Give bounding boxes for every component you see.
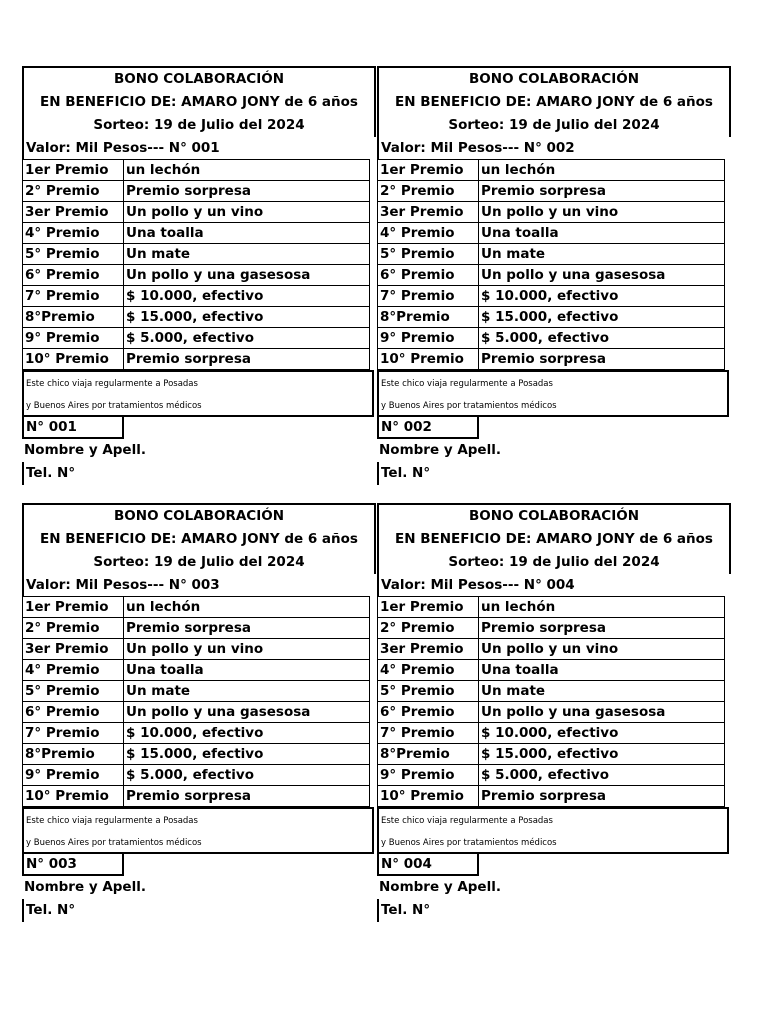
ticket-title: BONO COLABORACIÓN: [114, 508, 284, 524]
ticket-draw-date: Sorteo: 19 de Julio del 2024: [448, 117, 660, 133]
prize-description: Una toalla: [124, 660, 370, 681]
ticket-header: [377, 66, 731, 137]
ticket-004: [377, 503, 731, 922]
prize-table: [22, 159, 370, 370]
prize-description: Un pollo y un vino: [479, 202, 725, 223]
prize-place: 2° Premio: [23, 181, 124, 202]
note-line-1: Este chico viaja regularmente a Posadas: [26, 379, 198, 389]
prize-row: [378, 244, 725, 265]
prize-description: Un pollo y un vino: [479, 639, 725, 660]
prize-row: [378, 597, 725, 618]
prize-place: 3er Premio: [378, 202, 479, 223]
prize-row: [378, 286, 725, 307]
name-field-label: Nombre y Apell.: [379, 879, 501, 895]
prize-place: 2° Premio: [378, 618, 479, 639]
note-line-2: y Buenos Aires por tratamientos médicos: [381, 401, 557, 411]
ticket-draw-date: Sorteo: 19 de Julio del 2024: [448, 554, 660, 570]
ticket-number: N° 004: [377, 854, 479, 876]
prize-description: Un mate: [479, 681, 725, 702]
prize-description: $ 10.000, efectivo: [124, 723, 370, 744]
prize-place: 8°Premio: [23, 307, 124, 328]
prize-description: Una toalla: [479, 660, 725, 681]
prize-place: 4° Premio: [378, 223, 479, 244]
ticket-beneficiary: EN BENEFICIO DE: AMARO JONY de 6 años: [395, 94, 713, 110]
prize-row: [378, 744, 725, 765]
ticket-beneficiary: EN BENEFICIO DE: AMARO JONY de 6 años: [40, 94, 358, 110]
phone-field-label: Tel. N°: [22, 899, 376, 922]
prize-row: [23, 744, 370, 765]
prize-place: 4° Premio: [23, 660, 124, 681]
ticket-value: Valor: Mil Pesos--- N° 002: [377, 137, 731, 159]
prize-row: [378, 660, 725, 681]
prize-place: 9° Premio: [23, 765, 124, 786]
prize-row: [23, 160, 370, 181]
prize-description: un lechón: [124, 160, 370, 181]
phone-field-label: Tel. N°: [377, 462, 731, 485]
prize-description: $ 15.000, efectivo: [479, 744, 725, 765]
prize-description: un lechón: [479, 597, 725, 618]
prize-row: [23, 307, 370, 328]
name-field-label: Nombre y Apell.: [24, 879, 146, 895]
prize-place: 10° Premio: [23, 349, 124, 370]
prize-description: Premio sorpresa: [479, 349, 725, 370]
prize-description: Un mate: [479, 244, 725, 265]
ticket-note: [22, 807, 374, 854]
prize-place: 6° Premio: [378, 265, 479, 286]
prize-description: $ 5.000, efectivo: [479, 328, 725, 349]
prize-description: $ 10.000, efectivo: [124, 286, 370, 307]
prize-description: Un pollo y una gasesosa: [479, 702, 725, 723]
ticket-beneficiary: EN BENEFICIO DE: AMARO JONY de 6 años: [395, 531, 713, 547]
prize-row: [23, 349, 370, 370]
prize-table: [22, 596, 370, 807]
prize-description: un lechón: [124, 597, 370, 618]
prize-place: 5° Premio: [378, 244, 479, 265]
prize-row: [23, 265, 370, 286]
prize-place: 3er Premio: [23, 202, 124, 223]
prize-row: [23, 202, 370, 223]
prize-table: [377, 159, 725, 370]
ticket-number: N° 001: [22, 417, 124, 439]
prize-description: $ 10.000, efectivo: [479, 286, 725, 307]
prize-place: 6° Premio: [23, 702, 124, 723]
ticket-001: [22, 66, 376, 485]
prize-row: [23, 328, 370, 349]
prize-place: 1er Premio: [23, 597, 124, 618]
ticket-value: Valor: Mil Pesos--- N° 001: [22, 137, 376, 159]
ticket-header: [377, 503, 731, 574]
prize-row: [23, 223, 370, 244]
prize-row: [378, 349, 725, 370]
prize-place: 3er Premio: [23, 639, 124, 660]
prize-place: 9° Premio: [378, 328, 479, 349]
ticket-value: Valor: Mil Pesos--- N° 004: [377, 574, 731, 596]
prize-place: 9° Premio: [23, 328, 124, 349]
prize-table: [377, 596, 725, 807]
prize-row: [23, 639, 370, 660]
prize-row: [23, 765, 370, 786]
ticket-title: BONO COLABORACIÓN: [469, 508, 639, 524]
prize-place: 3er Premio: [378, 639, 479, 660]
prize-row: [23, 244, 370, 265]
prize-row: [23, 660, 370, 681]
prize-description: $ 5.000, efectivo: [479, 765, 725, 786]
prize-place: 8°Premio: [378, 744, 479, 765]
prize-description: Premio sorpresa: [479, 786, 725, 807]
ticket-draw-date: Sorteo: 19 de Julio del 2024: [93, 554, 305, 570]
prize-description: Premio sorpresa: [479, 181, 725, 202]
prize-description: Premio sorpresa: [124, 181, 370, 202]
prize-row: [378, 265, 725, 286]
note-line-1: Este chico viaja regularmente a Posadas: [381, 379, 553, 389]
prize-row: [378, 681, 725, 702]
ticket-beneficiary: EN BENEFICIO DE: AMARO JONY de 6 años: [40, 531, 358, 547]
prize-description: Un mate: [124, 681, 370, 702]
prize-place: 4° Premio: [378, 660, 479, 681]
prize-place: 7° Premio: [23, 723, 124, 744]
prize-description: Una toalla: [479, 223, 725, 244]
ticket-note: [377, 370, 729, 417]
prize-row: [378, 181, 725, 202]
phone-field-label: Tel. N°: [377, 899, 731, 922]
ticket-number: N° 002: [377, 417, 479, 439]
prize-description: Un pollo y un vino: [124, 639, 370, 660]
prize-place: 9° Premio: [378, 765, 479, 786]
prize-place: 4° Premio: [23, 223, 124, 244]
prize-description: Un pollo y una gasesosa: [479, 265, 725, 286]
prize-description: Premio sorpresa: [124, 786, 370, 807]
prize-place: 8°Premio: [23, 744, 124, 765]
prize-place: 10° Premio: [378, 786, 479, 807]
prize-place: 2° Premio: [23, 618, 124, 639]
prize-row: [378, 328, 725, 349]
prize-description: Un pollo y un vino: [124, 202, 370, 223]
prize-row: [378, 723, 725, 744]
ticket-title: BONO COLABORACIÓN: [469, 71, 639, 87]
prize-row: [378, 786, 725, 807]
ticket-003: [22, 503, 376, 922]
prize-row: [23, 618, 370, 639]
prize-description: $ 10.000, efectivo: [479, 723, 725, 744]
ticket-number: N° 003: [22, 854, 124, 876]
prize-description: $ 5.000, efectivo: [124, 765, 370, 786]
prize-row: [378, 202, 725, 223]
prize-description: Una toalla: [124, 223, 370, 244]
prize-row: [23, 181, 370, 202]
prize-description: Un pollo y una gasesosa: [124, 702, 370, 723]
prize-row: [378, 765, 725, 786]
prize-place: 6° Premio: [23, 265, 124, 286]
prize-description: $ 15.000, efectivo: [124, 307, 370, 328]
prize-description: un lechón: [479, 160, 725, 181]
ticket-note: [377, 807, 729, 854]
prize-place: 6° Premio: [378, 702, 479, 723]
note-line-1: Este chico viaja regularmente a Posadas: [381, 816, 553, 826]
prize-place: 7° Premio: [378, 723, 479, 744]
prize-place: 1er Premio: [378, 160, 479, 181]
prize-place: 10° Premio: [378, 349, 479, 370]
prize-row: [378, 307, 725, 328]
prize-row: [23, 786, 370, 807]
prize-row: [378, 223, 725, 244]
prize-place: 5° Premio: [378, 681, 479, 702]
name-field-label: Nombre y Apell.: [379, 442, 501, 458]
prize-row: [23, 597, 370, 618]
prize-place: 5° Premio: [23, 244, 124, 265]
prize-row: [23, 702, 370, 723]
prize-description: $ 5.000, efectivo: [124, 328, 370, 349]
prize-description: $ 15.000, efectivo: [479, 307, 725, 328]
name-field-label: Nombre y Apell.: [24, 442, 146, 458]
ticket-draw-date: Sorteo: 19 de Julio del 2024: [93, 117, 305, 133]
note-line-2: y Buenos Aires por tratamientos médicos: [381, 838, 557, 848]
prize-place: 1er Premio: [378, 597, 479, 618]
prize-row: [378, 160, 725, 181]
prize-place: 8°Premio: [378, 307, 479, 328]
prize-row: [378, 639, 725, 660]
prize-description: Premio sorpresa: [124, 618, 370, 639]
phone-field-label: Tel. N°: [22, 462, 376, 485]
prize-place: 2° Premio: [378, 181, 479, 202]
ticket-value: Valor: Mil Pesos--- N° 003: [22, 574, 376, 596]
prize-description: Premio sorpresa: [124, 349, 370, 370]
prize-place: 5° Premio: [23, 681, 124, 702]
ticket-002: [377, 66, 731, 485]
ticket-header: [22, 503, 376, 574]
prize-row: [378, 702, 725, 723]
ticket-header: [22, 66, 376, 137]
ticket-title: BONO COLABORACIÓN: [114, 71, 284, 87]
prize-row: [23, 286, 370, 307]
prize-description: Un mate: [124, 244, 370, 265]
prize-row: [23, 681, 370, 702]
prize-row: [378, 618, 725, 639]
ticket-note: [22, 370, 374, 417]
prize-place: 10° Premio: [23, 786, 124, 807]
note-line-2: y Buenos Aires por tratamientos médicos: [26, 401, 202, 411]
prize-place: 1er Premio: [23, 160, 124, 181]
prize-place: 7° Premio: [378, 286, 479, 307]
prize-row: [23, 723, 370, 744]
prize-description: Un pollo y una gasesosa: [124, 265, 370, 286]
prize-place: 7° Premio: [23, 286, 124, 307]
prize-description: Premio sorpresa: [479, 618, 725, 639]
prize-description: $ 15.000, efectivo: [124, 744, 370, 765]
note-line-1: Este chico viaja regularmente a Posadas: [26, 816, 198, 826]
note-line-2: y Buenos Aires por tratamientos médicos: [26, 838, 202, 848]
